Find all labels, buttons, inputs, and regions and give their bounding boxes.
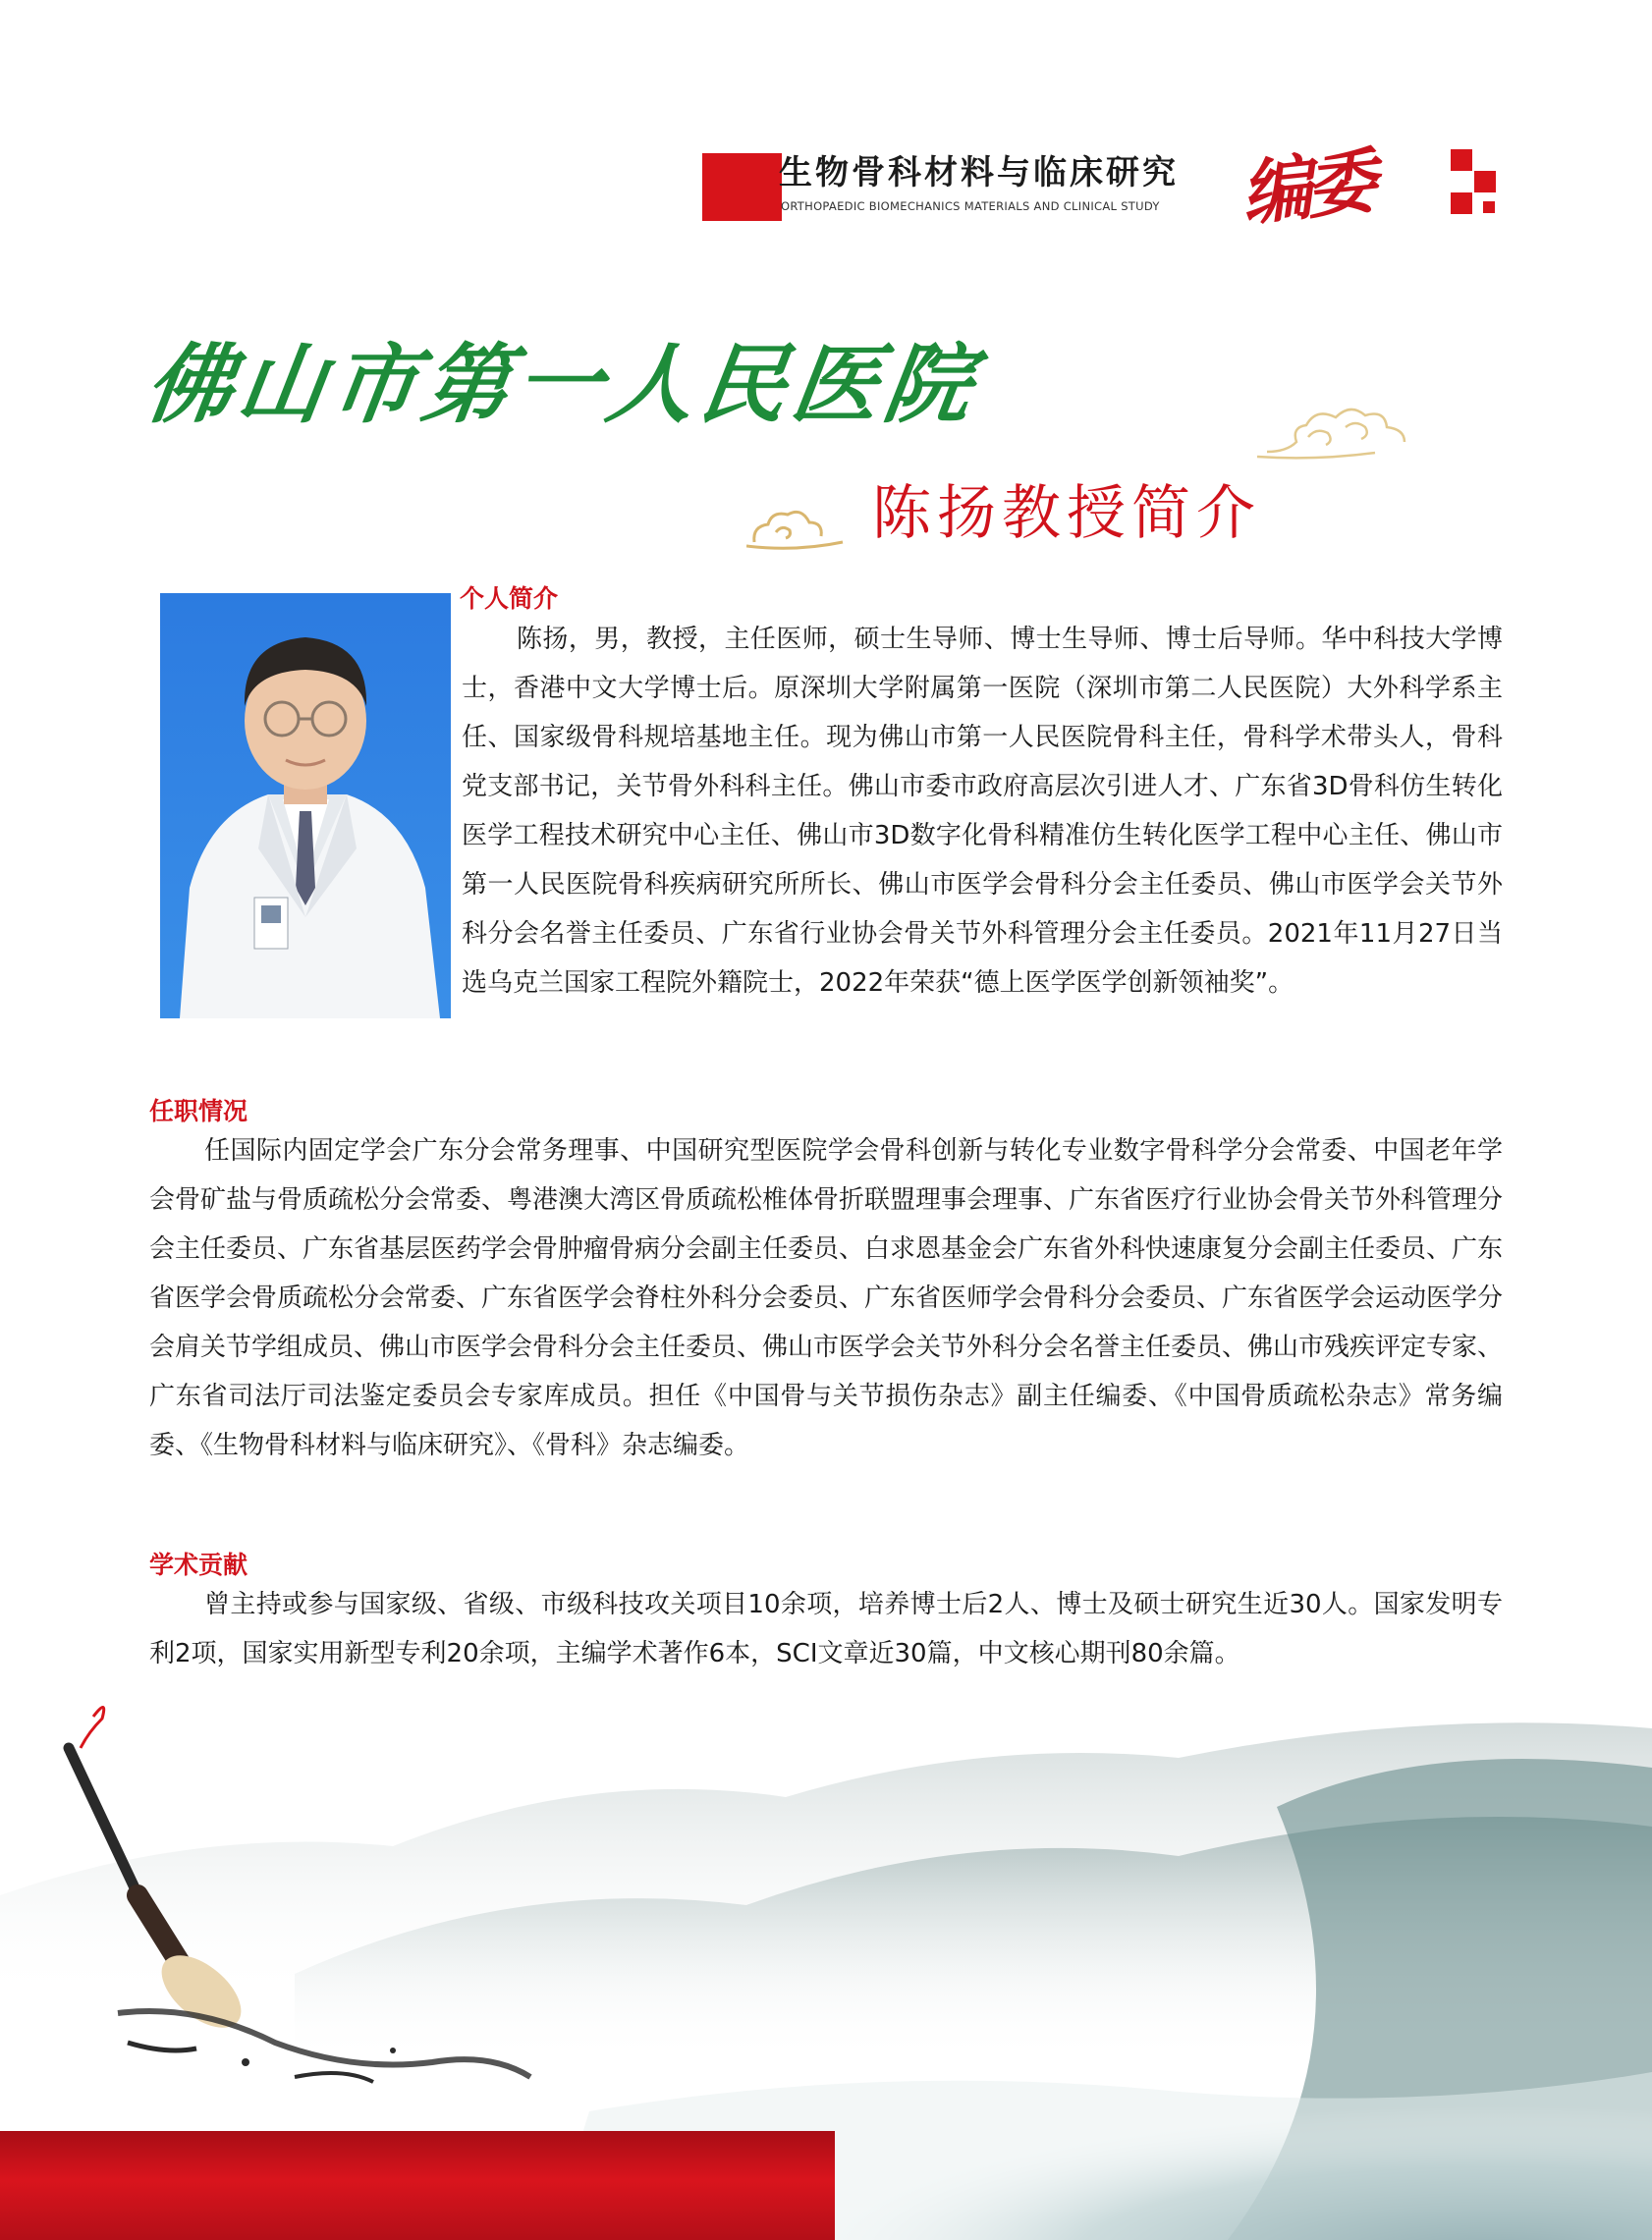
positions-text: 任国际内固定学会广东分会常务理事、中国研究型医院学会骨科创新与转化专业数字骨科学分会常委、中国老年学会骨矿盐与骨质疏松分会常委、粤港澳大湾区骨质疏松椎体骨折联盟理事会理事、广东省医疗行业协会骨关节外科管理分会主任委员、广东省基层医药学会骨肿瘤骨病分会副主任委员、白求恩基金会广东省外科快速康复分会副主任委员、广东省医学会骨质疏松分会常委、广东省医学会脊柱外科分会委员、广东省医师学会骨科分会委员、广东省医学会运动医学分会肩关节学组成员、佛山市医学会骨科分会主任委员、佛山市医学会关节外科分会名誉主任委员、佛山市残疾评定专家、广东省司法厅司法鉴定委员会专家库成员。担任《中国骨与关节损伤杂志》副主任编委、《中国骨质疏松杂志》常务编委、《生物骨科材料与临床研究》、《骨科》杂志编委。 [149, 1136, 1504, 1460]
footer-red-bar [0, 2131, 835, 2240]
cloud-ornament-small-icon [746, 503, 845, 554]
academic-contributions-text: 曾主持或参与国家级、省级、市级科技攻关项目10余项，培养博士后2人、博士及硕士研究生近30人。国家发明专利2项，国家实用新型专利20余项，主编学术著作6本，SCI文章近30篇，中文核心期刊80余篇。 [149, 1590, 1503, 1668]
section-heading-personal: 个人简介 [460, 584, 559, 613]
editorial-board-seal: 编委 [1237, 138, 1375, 236]
section-heading-academic: 学术贡献 [149, 1551, 248, 1579]
header-red-square [702, 153, 782, 221]
portrait-photo [160, 593, 451, 1018]
journal-title: 生物骨科材料与临床研究 [779, 153, 1179, 192]
hospital-name-calligraphy: 佛山市第一人民医院 [138, 333, 985, 435]
journal-subtitle: ORTHOPAEDIC BIOMECHANICS MATERIALS AND CLINICAL STUDY [781, 199, 1160, 213]
cloud-ornament-icon [1257, 398, 1414, 466]
personal-profile-text: 陈扬，男，教授，主任医师，硕士生导师、博士生导师、博士后导师。华中科技大学博士，香港中文大学博士后。原深圳大学附属第一医院（深圳市第二人民医院）大外科学系主任、国家级骨科规培基地主任。现为佛山市第一人民医院骨科主任，骨科学术带头人，骨科党支部书记，关节骨外科科主任。佛山市委市政府高层次引进人才、广东省3D骨科仿生转化医学工程技术研究中心主任、佛山市3D数字化骨科精准仿生转化医学工程中心主任、佛山市第一人民医院骨科疾病研究所所长、佛山市医学会骨科分会主任委员、佛山市医学会关节外科分会名誉主任委员、广东省行业协会骨关节外科管理分会主任委员。2021年11月27日当选乌克兰国家工程院外籍院士，2022年荣获“德上医学医学创新领袖奖”。 [462, 625, 1503, 998]
calligraphy-brush-icon [0, 1689, 550, 2102]
profile-title: 陈扬教授简介 [872, 479, 1261, 548]
section-heading-positions: 任职情况 [149, 1097, 248, 1125]
